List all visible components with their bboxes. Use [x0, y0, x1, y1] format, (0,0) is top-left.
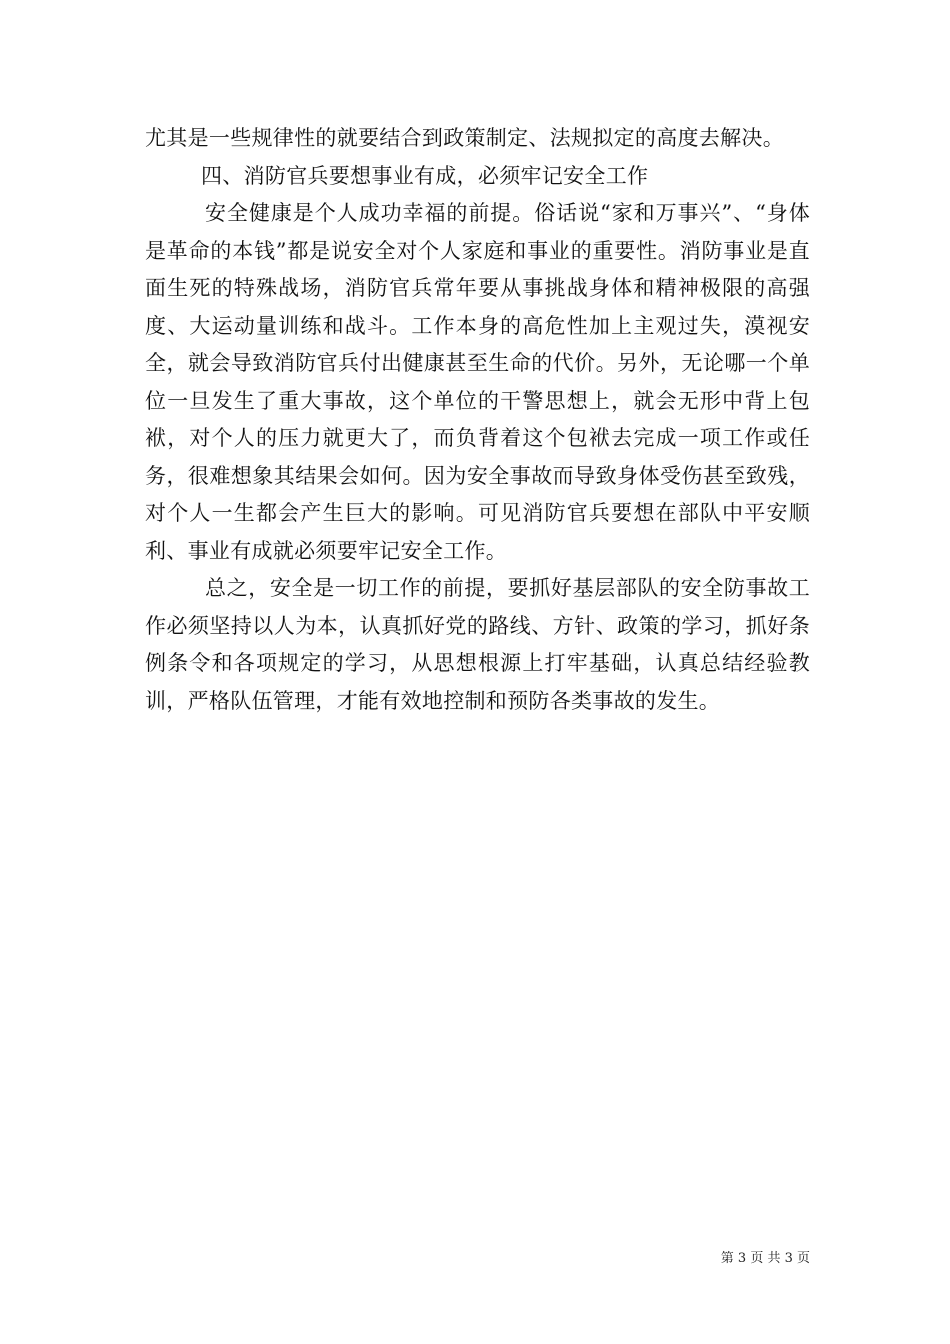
paragraph-conclusion: 总之，安全是一切工作的前提，要抓好基层部队的安全防事故工作必须坚持以人为本，认真抓好党的路线、方针、政策的学习，抓好条例条令和各项规定的学习，从思想根源上打牢基础，认真总结经验教训，严格队伍管理，才能有效地控制和预防各类事故的发生。	[145, 576, 810, 713]
page-number-footer: 第 3 页 共 3 页	[720, 1251, 810, 1266]
paragraph-continuation: 尤其是一些规律性的就要结合到政策制定、法规拟定的高度去解决。	[145, 126, 784, 150]
document-body	[145, 120, 810, 720]
section-heading: 四、消防官兵要想事业有成，必须牢记安全工作	[201, 163, 649, 188]
paragraph-safety-health: 安全健康是个人成功幸福的前提。俗话说“家和万事兴”、“身体是革命的本钱”都是说安全对个人家庭和事业的重要性。消防事业是直面生死的特殊战场，消防官兵常年要从事挑战身体和精神极限的高强度、大运动量训练和战斗。工作本身的高危性加上主观过失，漠视安全，就会导致消防官兵付出健康甚至生命的代价。另外，无论哪一个单位一旦发生了重大事故，这个单位的干警思想上，就会无形中背上包袱，对个人的压力就更大了，而负背着这个包袱去完成一项工作或任务，很难想象其结果会如何。因为安全事故而导致身体受伤甚至致残，对个人一生都会产生巨大的影响。可见消防官兵要想在部队中平安顺利、事业有成就必须要牢记安全工作。	[145, 201, 810, 563]
